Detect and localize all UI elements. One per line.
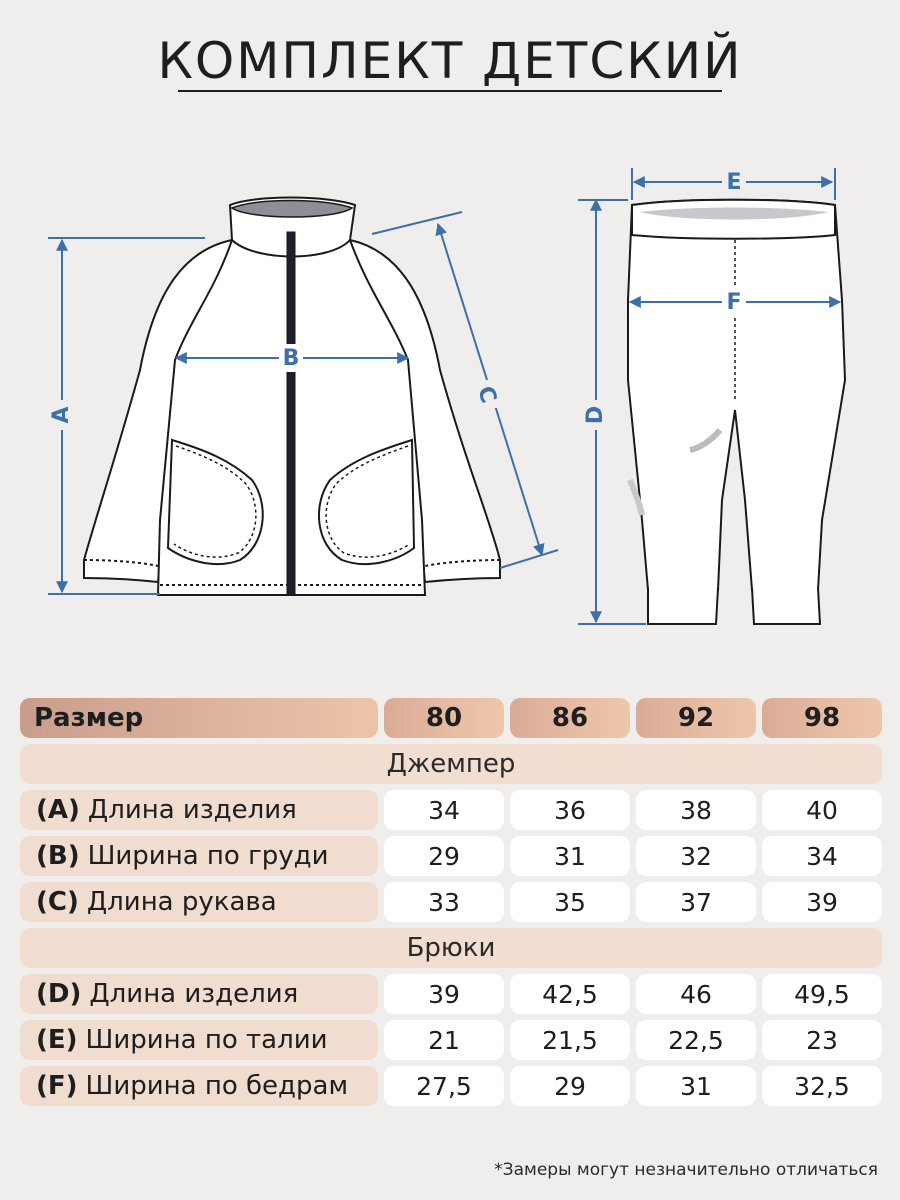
table-cell: 27,5: [384, 1066, 504, 1106]
table-cell: 21: [384, 1020, 504, 1060]
size-header-label: Размер: [20, 698, 378, 738]
table-cell: 36: [510, 790, 630, 830]
table-cell: 29: [510, 1066, 630, 1106]
table-cell: 32,5: [762, 1066, 882, 1106]
table-cell: 31: [510, 836, 630, 876]
table-cell: 46: [636, 974, 756, 1014]
size-92: 92: [636, 698, 756, 738]
row-label: (A) Длина изделия: [20, 790, 378, 830]
table-cell: 37: [636, 882, 756, 922]
table-cell: 29: [384, 836, 504, 876]
table-cell: 31: [636, 1066, 756, 1106]
size-98: 98: [762, 698, 882, 738]
label-d: D: [583, 405, 608, 425]
table-cell: 22,5: [636, 1020, 756, 1060]
section-pants: Брюки: [20, 928, 882, 968]
label-f: F: [726, 290, 742, 315]
table-cell: 39: [762, 882, 882, 922]
table-cell: 35: [510, 882, 630, 922]
table-cell: 34: [384, 790, 504, 830]
row-label: (D) Длина изделия: [20, 974, 378, 1014]
label-b: B: [282, 346, 300, 371]
size-80: 80: [384, 698, 504, 738]
table-cell: 21,5: [510, 1020, 630, 1060]
row-label: (F) Ширина по бедрам: [20, 1066, 378, 1106]
row-label: (E) Ширина по талии: [20, 1020, 378, 1060]
table-cell: 23: [762, 1020, 882, 1060]
label-a: A: [49, 406, 74, 424]
table-cell: 32: [636, 836, 756, 876]
table-cell: 39: [384, 974, 504, 1014]
row-label: (C) Длина рукава: [20, 882, 378, 922]
table-cell: 33: [384, 882, 504, 922]
section-jumper: Джемпер: [20, 744, 882, 784]
page-title: КОМПЛЕКТ ДЕТСКИЙ: [157, 32, 743, 90]
label-c: C: [472, 383, 501, 407]
label-e: E: [726, 170, 742, 195]
row-label: (B) Ширина по груди: [20, 836, 378, 876]
table-cell: 38: [636, 790, 756, 830]
table-cell: 49,5: [762, 974, 882, 1014]
table-cell: 34: [762, 836, 882, 876]
table-cell: 42,5: [510, 974, 630, 1014]
size-86: 86: [510, 698, 630, 738]
table-cell: 40: [762, 790, 882, 830]
footnote: *Замеры могут незначительно отличаться: [494, 1160, 878, 1180]
